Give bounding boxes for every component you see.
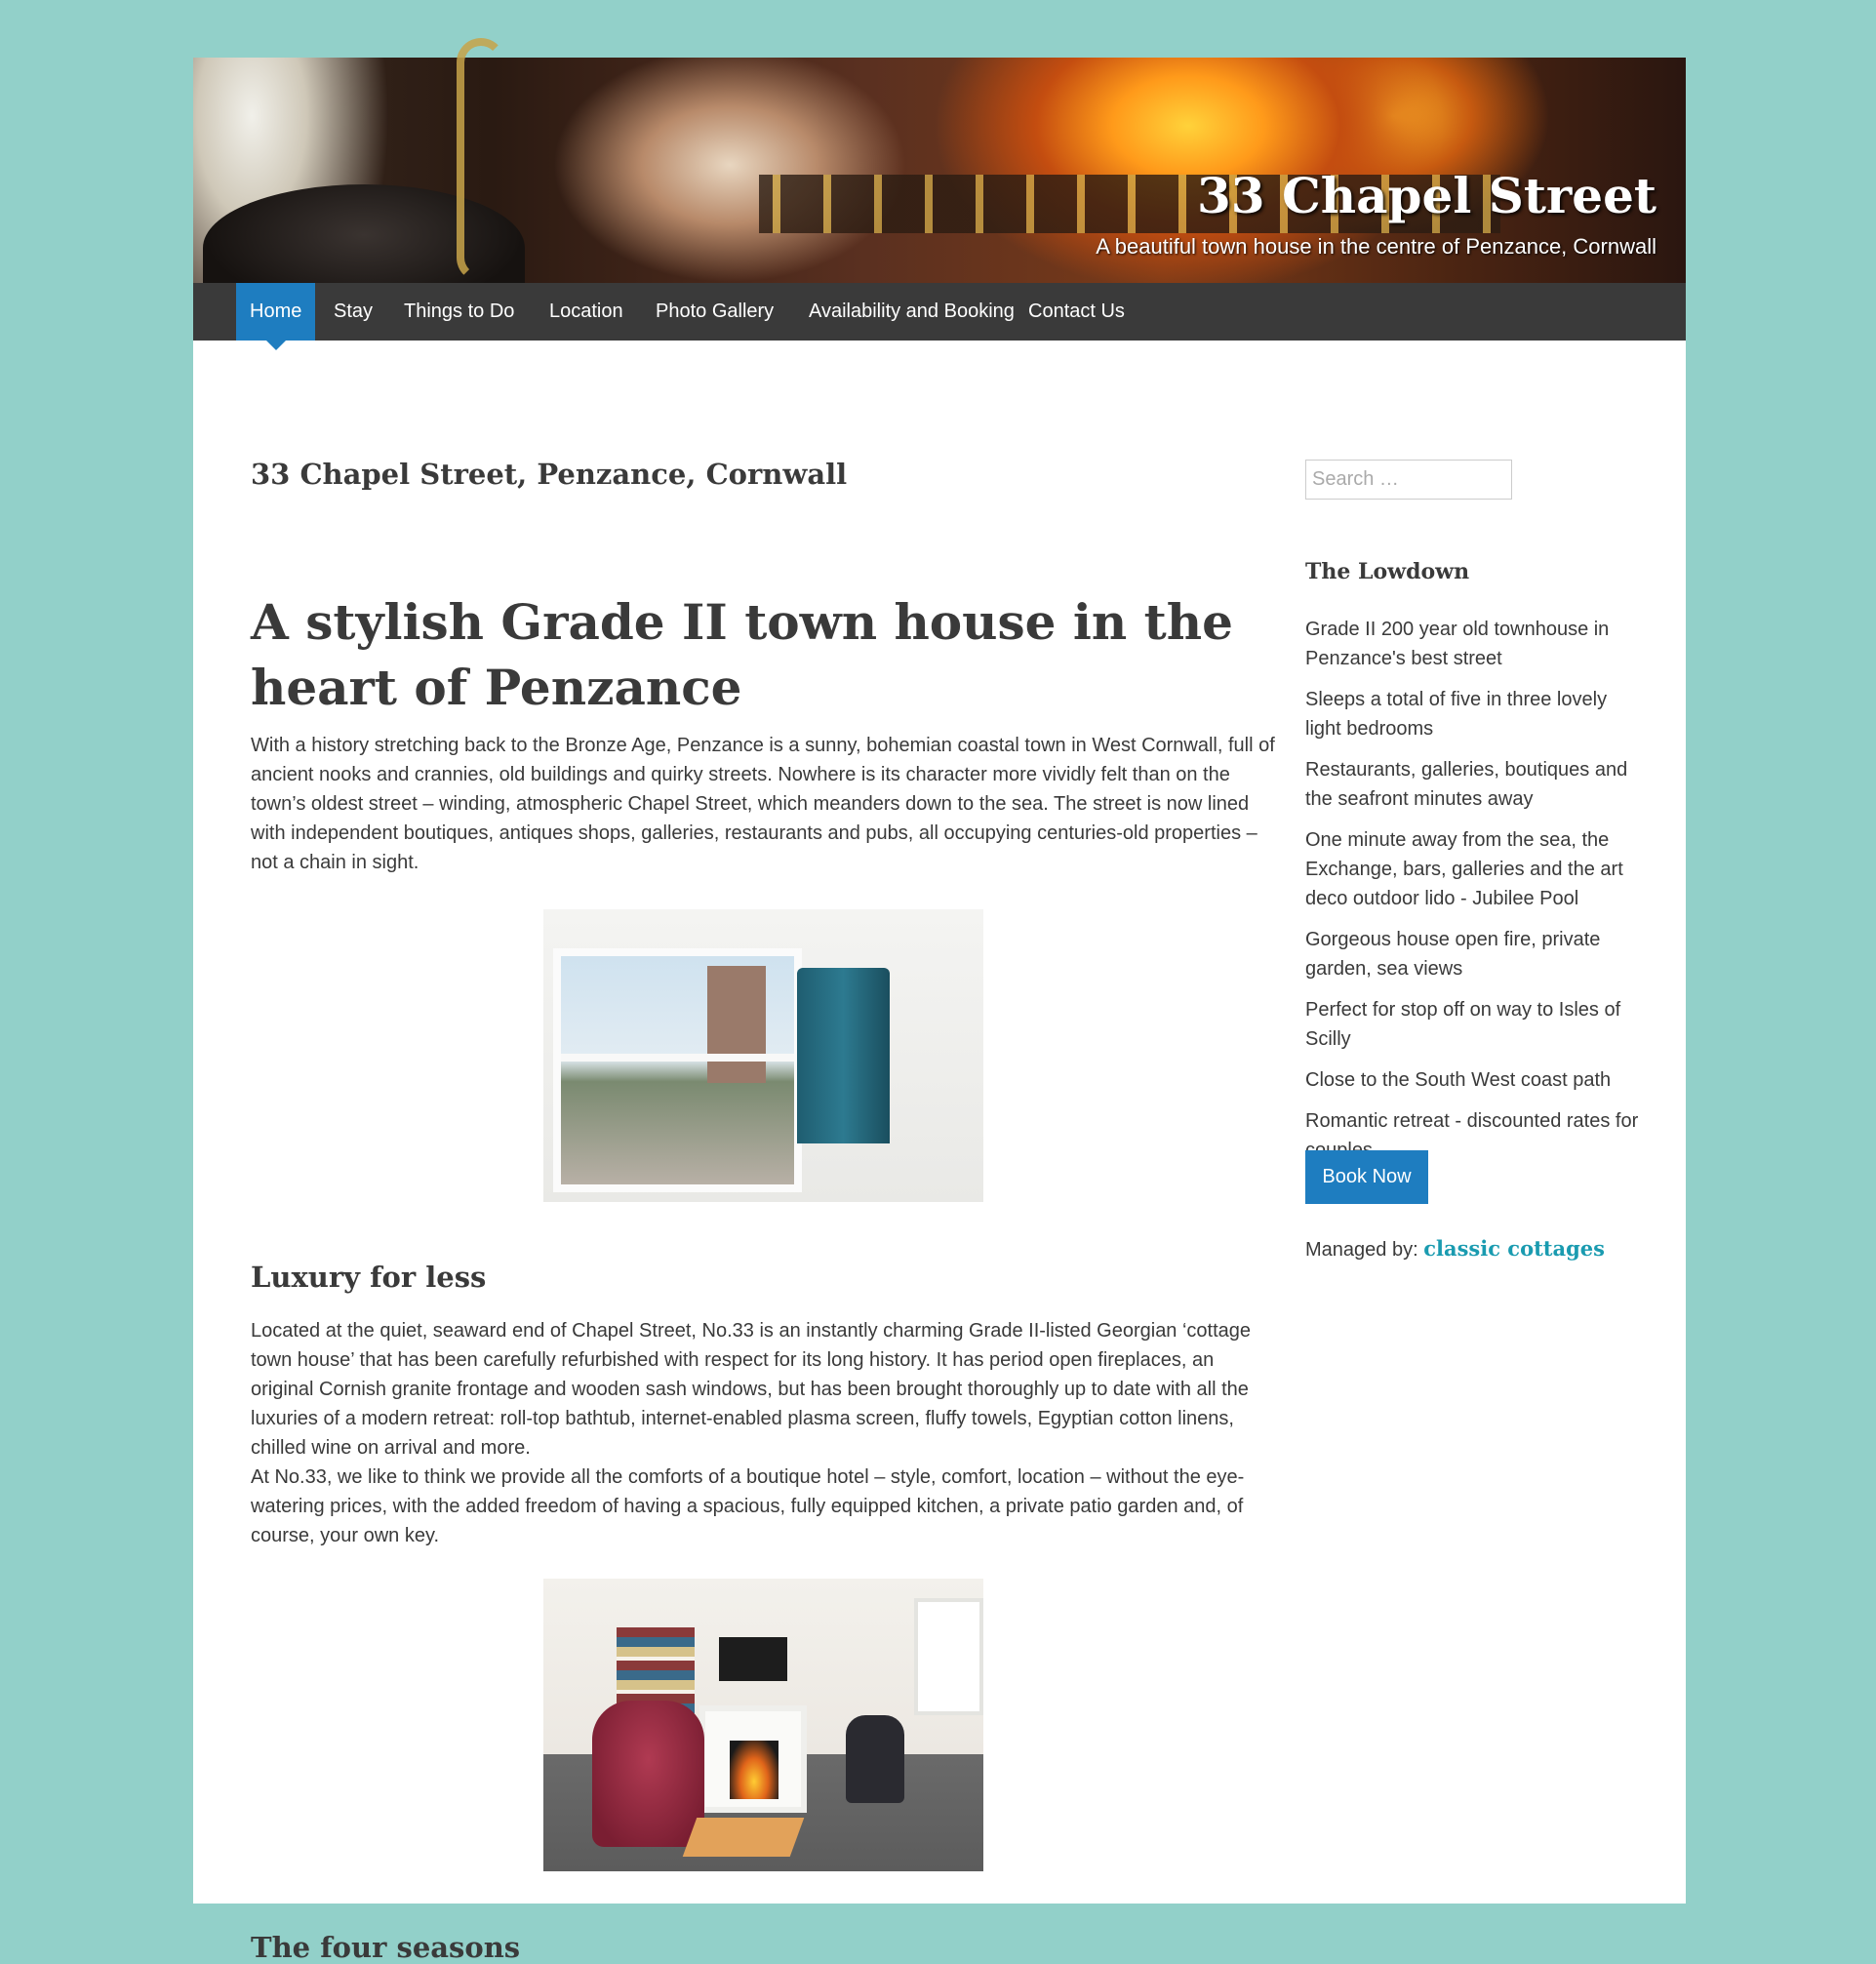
nav-item-contact-us[interactable]: Contact Us [1028, 301, 1125, 322]
window-photo [543, 909, 983, 1202]
list-item: Perfect for stop off on way to Isles of Scilly [1305, 999, 1621, 1050]
dark-armchair [846, 1715, 904, 1803]
list-item: Grade II 200 year old townhouse in Penzance's best street [1305, 619, 1610, 669]
nav-item-location[interactable]: Location [549, 301, 623, 322]
site-tagline: A beautiful town house in the centre of Penzance, Cornwall [1096, 234, 1656, 259]
television [719, 1637, 787, 1681]
hero-heading: A stylish Grade II town house in the heart of Penzance [251, 593, 1233, 716]
header-image-poker [457, 38, 505, 282]
red-armchair [592, 1701, 704, 1847]
list-item: One minute away from the sea, the Exchange, bars, galleries and the art deco outdoor lido - Jubilee Pool [1305, 829, 1623, 909]
list-item: Sleeps a total of five in three lovely light bedrooms [1305, 689, 1608, 740]
nav-item-photo-gallery[interactable]: Photo Gallery [656, 301, 775, 322]
fireplace [699, 1705, 807, 1813]
rug [683, 1818, 805, 1857]
header-banner [193, 58, 1686, 283]
nav-item-home[interactable]: Home [236, 283, 315, 341]
list-item: Romantic retreat - discounted rates for [1305, 1110, 1639, 1132]
living-room-window [914, 1598, 983, 1715]
lowdown-list [1305, 615, 1647, 1177]
luxury-paragraph-2: At No.33, we like to think we provide all the comforts of a boutique hotel – style, comfort, location – without the eye-watering prices, with the added freedom of having a spacious, fully equipped kitchen, a private patio garden and, of course, your own key. [251, 1466, 1245, 1546]
classic-cottages-logo-link[interactable]: classic cottages [1423, 1236, 1605, 1261]
entry-title: 33 Chapel Street, Penzance, Cornwall [251, 458, 848, 491]
widget-title-lowdown: The Lowdown [1305, 559, 1470, 584]
intro-paragraph: With a history stretching back to the Bronze Age, Penzance is a sunny, bohemian coastal town in West Cornwall, full of ancient nooks and crannies, old buildings and quirky streets. Nowhere is its character more vividly felt than on the town’s oldest street – winding, atmospheric Chapel Street, which meanders down to the sea. The street is now lined with independent boutiques, antiques shops, galleries, restaurants and pubs, all occupying centuries-old properties – not a chain in sight. [251, 735, 1275, 873]
nav-item-availability-and-booking[interactable]: Availability and Booking [809, 301, 1015, 322]
list-item: Close to the South West coast path [1305, 1069, 1612, 1091]
living-room-photo [543, 1579, 983, 1871]
site-title[interactable]: 33 Chapel Street [1197, 167, 1656, 224]
list-item: Gorgeous house open fire, private garden, sea views [1305, 929, 1601, 980]
sash-window [553, 948, 802, 1192]
page-container [193, 58, 1686, 1964]
book-now-button[interactable]: Book Now [1305, 1150, 1428, 1204]
luxury-paragraph-1: Located at the quiet, seaward end of Chapel Street, No.33 is an instantly charming Grade II-listed Georgian ‘cottage town house’ that has been carefully refurbished with respect for its long history. It has period open fireplaces, an original Cornish granite frontage and wooden sash windows, but has been brought thoroughly up to date with all the luxuries of a modern retreat: roll-top bathtub, internet-enabled plasma screen, fluffy towels, Egyptian cotton linens, chilled wine on arrival and more. [251, 1320, 1252, 1459]
managed-by [1305, 1236, 1605, 1262]
list-item: Restaurants, galleries, boutiques and the seafront minutes away [1305, 759, 1628, 810]
section-heading-luxury: Luxury for less [251, 1261, 487, 1294]
managed-by-label: Managed by: [1305, 1239, 1418, 1261]
nav-item-stay[interactable]: Stay [334, 301, 374, 322]
search-input[interactable] [1305, 460, 1512, 500]
blue-cabinet [797, 968, 890, 1143]
nav-item-things-to-do[interactable]: Things to Do [404, 301, 515, 322]
main-navigation [193, 283, 1686, 341]
section-heading-four-seasons: The four seasons [251, 1931, 521, 1964]
